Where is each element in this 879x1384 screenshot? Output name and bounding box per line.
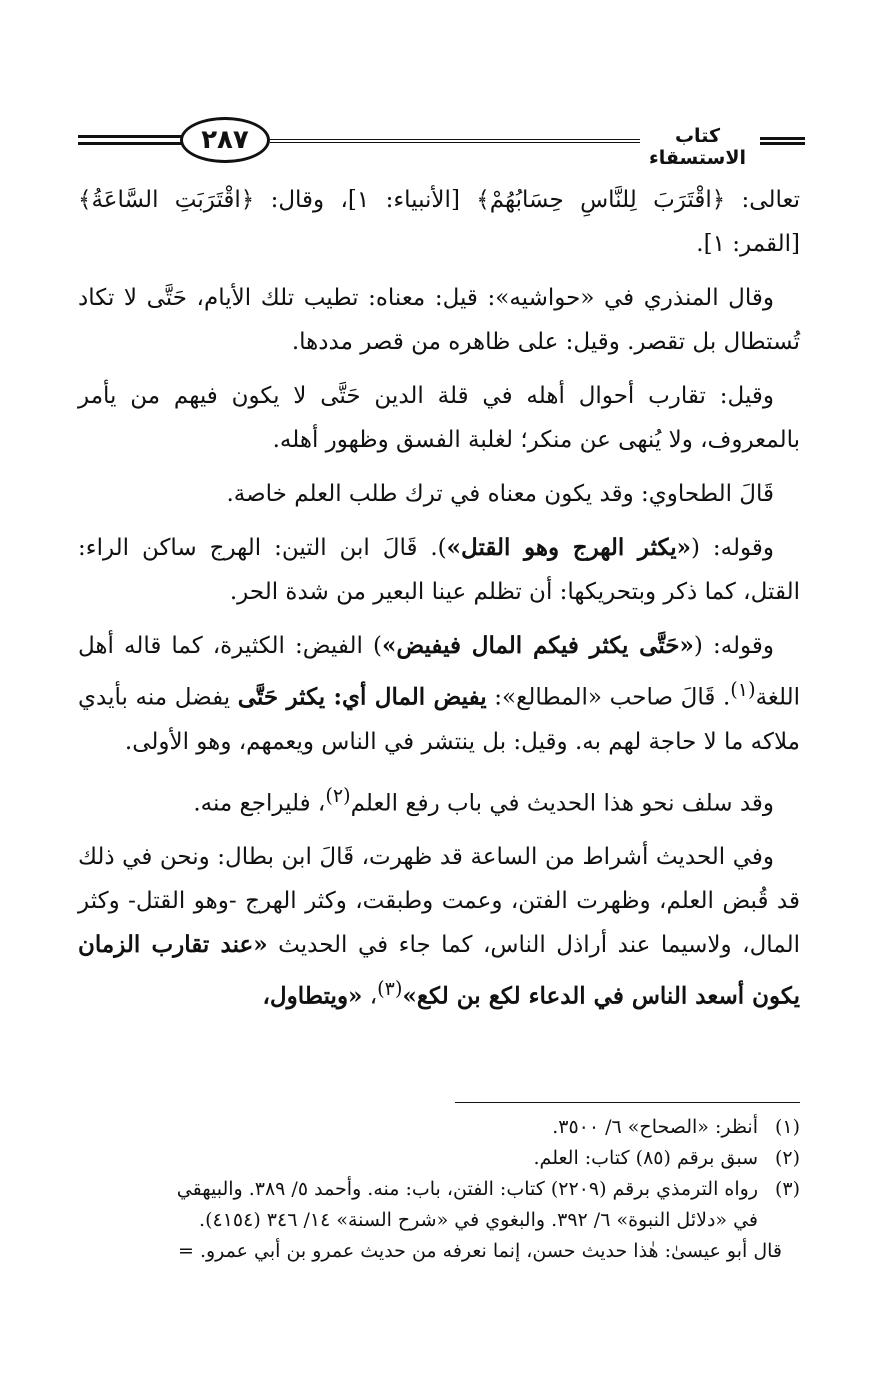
footnote-3-quote: قال أبو عيسىٰ: هٰذا حديث حسن، إنما نعرفه من حديث عمرو بن أبي عمرو.	[199, 1240, 782, 1262]
header-rule-middle	[270, 139, 640, 143]
main-text	[78, 178, 800, 1029]
paragraph-6-start: وقوله: (	[693, 633, 775, 659]
header-rule-left	[78, 135, 188, 145]
footnote-ref-3[interactable]: (٣)	[377, 977, 403, 1001]
paragraph-6	[78, 624, 800, 764]
footnotes	[60, 1112, 800, 1267]
footnote-number: (١)	[774, 1116, 800, 1138]
paragraph-1: تعالى: ﴿اقْتَرَبَ لِلنَّاسِ حِسَابُهُمْ﴾ [الأنبياء: ١]، وقال: ﴿اقْتَرَبَتِ السَّاعَةُ﴾ [القمر: ١].	[78, 187, 800, 257]
paragraph-8	[78, 835, 800, 1019]
paragraph-3: وقيل: تقارب أحوال أهله في قلة الدين حَتَّى لا يكون فيهم من يأمر بالمعروف، ولا يُنهى عن منكر؛ لغلبة الفسق وظهور أهله.	[78, 383, 800, 453]
footnote-text: رواه الترمذي برقم (٢٢٠٩) كتاب: الفتن، باب: منه. وأحمد ٥/ ٣٨٩. والبيهقي	[176, 1178, 758, 1200]
hadith-quote-harj: «يكثر الهرج وهو القتل»	[446, 534, 692, 561]
paragraph-5-rest: ). قَالَ ابن التين: الهرج ساكن الراء: القتل، كما ذكر وبتحريكها: أن تظلم عينا البعير من شدة الحر.	[78, 535, 800, 605]
hadith-quote-mal: «حَتَّى يكثر فيكم المال فيفيض»	[381, 632, 694, 659]
footnote-3	[60, 1174, 800, 1205]
paragraph-8-start: وفي الحديث أشراط من الساعة قد ظهرت، قَالَ ابن بطال: ونحن في ذلك قد قُبض العلم، وظهرت الفتن، وعمت وطبقت، وكثر الهرج -وهو القتل- وكثر المال، ولاسيما عند أراذل الناس، كما جاء في الحديث	[78, 844, 800, 959]
footnote-number: (٣)	[774, 1178, 800, 1200]
page-number: ٢٨٧	[201, 125, 249, 155]
paragraph-5-start: وقوله: (	[691, 535, 774, 561]
footnote-text: أنظر: «الصحاح» ٦/ ٣٥٠٠.	[552, 1116, 758, 1138]
footnote-ref-1[interactable]: (١)	[730, 678, 756, 701]
hadith-quote-luka: «عند تقارب الزمان يكون أسعد الناس في الدعاء لكع بن لكع»	[78, 931, 800, 1010]
page-number-frame	[180, 117, 270, 163]
paragraph-7-start: وقد سلف نحو هذا الحديث في باب رفع العلم	[350, 790, 774, 817]
hadith-quote-tatawul: «ويتطاول،	[262, 982, 363, 1010]
paragraph-7	[78, 774, 800, 826]
header-rule-right	[760, 137, 805, 145]
continuation-mark: =	[178, 1240, 194, 1262]
paragraph-7-end: ، فليراجع منه.	[193, 790, 326, 817]
paragraph-5	[78, 526, 800, 614]
book-title: كتاب الاستسقاء	[649, 125, 746, 169]
page-header	[70, 115, 805, 171]
paragraph-4: قَالَ الطحاوي: وقد يكون معناه في ترك طلب العلم خاصة.	[226, 481, 774, 507]
paragraph-8-sep: ،	[362, 983, 378, 1010]
footnote-2	[60, 1143, 800, 1174]
paragraph-2: وقال المنذري في «حواشيه»: قيل: معناه: تطيب تلك الأيام، حَتَّى لا تكاد تُستطال بل تقصر. وقيل: على ظاهره من قصر مددها.	[78, 285, 800, 355]
paragraph-6-cont: . قَالَ صاحب «المطالع»:	[486, 684, 731, 711]
footnote-1	[60, 1112, 800, 1143]
mutalia-quote: يفيض المال أي: يكثر حَتَّى	[237, 683, 487, 711]
footnote-text: سبق برقم (٨٥) كتاب: العلم.	[533, 1147, 758, 1169]
paragraph-6-mid: ) الفيض: الكثيرة، كما قاله أهل اللغة	[78, 633, 801, 711]
footnote-number: (٢)	[774, 1147, 800, 1169]
footnote-3-quote-line	[60, 1236, 800, 1267]
footnote-separator	[455, 1102, 800, 1103]
footnote-ref-2[interactable]: (٢)	[325, 783, 351, 807]
paragraph-6-end: يفضل منه بأيدي ملاكه ما لا حاجة لهم به. وقيل: بل ينتشر في الناس ويعمهم، وهو الأولى.	[78, 684, 800, 755]
footnote-3-continuation: في «دلائل النبوة» ٦/ ٣٩٢. والبغوي في «شرح السنة» ١٤/ ٣٤٦ (٤١٥٤).	[199, 1209, 758, 1231]
